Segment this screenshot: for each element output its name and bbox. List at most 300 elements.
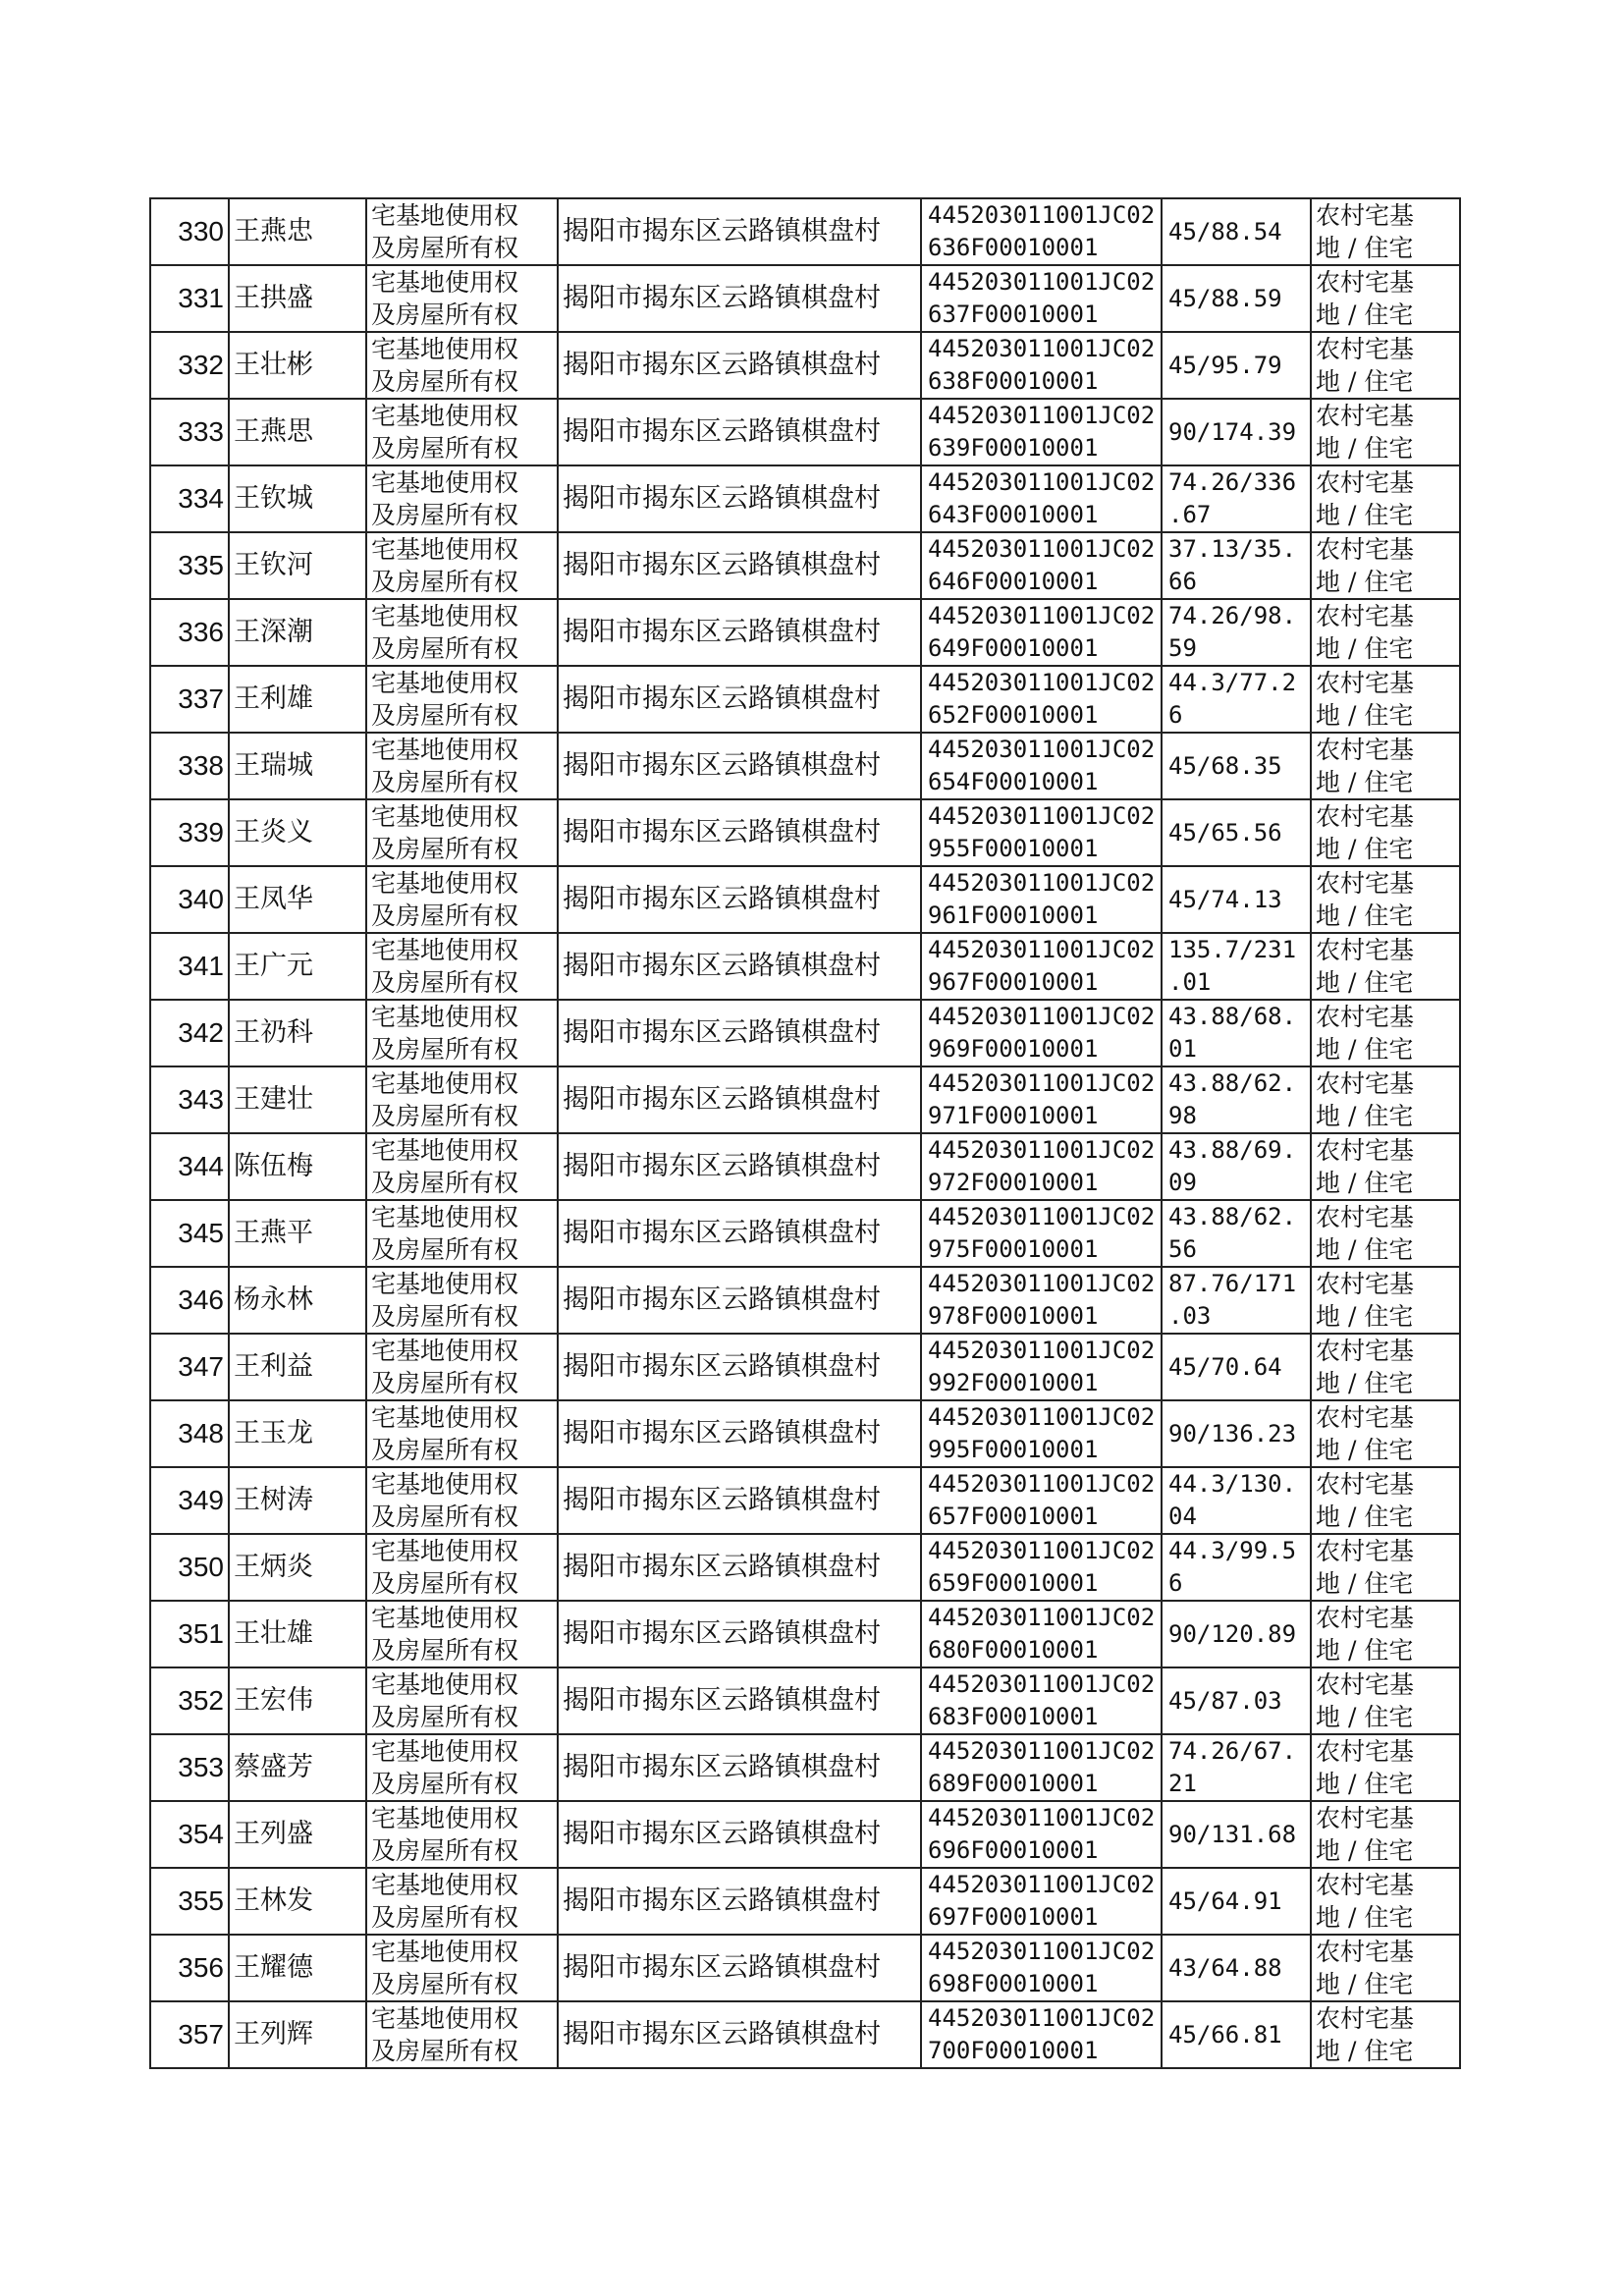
cell-unit-code-line: 654F00010001 <box>928 768 1099 795</box>
cell-unit-code <box>921 866 1162 933</box>
cell-owner-name <box>229 1935 366 2001</box>
cell-serial-number <box>150 1334 229 1400</box>
cell-usage-line: 地 / 住宅 <box>1316 1102 1414 1130</box>
cell-right-type <box>366 799 558 866</box>
cell-right-type-line: 宅基地使用权 <box>371 1403 519 1432</box>
cell-usage <box>1311 399 1460 465</box>
cell-area <box>1162 1467 1311 1534</box>
cell-unit-code <box>921 1133 1162 1200</box>
cell-area-line: 43.88/69. <box>1168 1136 1297 1164</box>
cell-right-type-line: 宅基地使用权 <box>371 1270 519 1298</box>
cell-area <box>1162 1267 1311 1334</box>
table-row <box>150 332 1460 399</box>
cell-usage <box>1311 1734 1460 1801</box>
cell-location <box>558 399 921 465</box>
cell-unit-code <box>921 1467 1162 1534</box>
cell-location <box>558 198 921 265</box>
cell-right-type-line: 宅基地使用权 <box>371 736 519 764</box>
cell-unit-code <box>921 599 1162 666</box>
cell-owner-name <box>229 1133 366 1200</box>
cell-unit-code-line: 657F00010001 <box>928 1503 1099 1530</box>
cell-location <box>558 265 921 332</box>
cell-unit-code-line: 445203011001JC02 <box>928 1069 1156 1097</box>
cell-right-type <box>366 1400 558 1467</box>
cell-owner-name <box>229 1267 366 1334</box>
cell-location <box>558 1801 921 1868</box>
table-row <box>150 1200 1460 1267</box>
cell-usage-line: 农村宅基 <box>1316 1337 1415 1365</box>
cell-unit-code-line: 972F00010001 <box>928 1169 1099 1196</box>
cell-unit-code-line: 445203011001JC02 <box>928 1003 1156 1030</box>
cell-right-type-line: 宅基地使用权 <box>371 602 519 630</box>
cell-right-type <box>366 532 558 599</box>
cell-unit-code-line: 445203011001JC02 <box>928 402 1156 429</box>
cell-location-text: 揭阳市揭东区云路镇棋盘村 <box>563 1151 881 1181</box>
cell-location <box>558 866 921 933</box>
cell-unit-code-line: 961F00010001 <box>928 902 1099 929</box>
cell-serial-number <box>150 1534 229 1601</box>
cell-location <box>558 332 921 399</box>
cell-usage <box>1311 1066 1460 1133</box>
cell-right-type <box>366 1066 558 1133</box>
cell-area <box>1162 1935 1311 2001</box>
cell-serial-number <box>150 332 229 399</box>
cell-right-type <box>366 1133 558 1200</box>
cell-right-type <box>366 265 558 332</box>
cell-unit-code-line: 445203011001JC02 <box>928 802 1156 830</box>
cell-usage-line: 农村宅基 <box>1316 1670 1415 1699</box>
cell-right-type-line: 宅基地使用权 <box>371 335 519 363</box>
cell-location-text: 揭阳市揭东区云路镇棋盘村 <box>563 1819 881 1849</box>
cell-usage-line: 农村宅基 <box>1316 1804 1415 1832</box>
cell-unit-code-line: 652F00010001 <box>928 701 1099 729</box>
cell-location <box>558 532 921 599</box>
cell-right-type <box>366 465 558 532</box>
cell-serial-number <box>150 733 229 799</box>
cell-location <box>558 1601 921 1667</box>
cell-area <box>1162 799 1311 866</box>
cell-usage-line: 地 / 住宅 <box>1316 1636 1414 1665</box>
cell-serial-number-text: 332 <box>178 350 224 380</box>
cell-serial-number-text: 353 <box>178 1752 224 1782</box>
cell-area-line: 6 <box>1168 701 1183 729</box>
cell-usage <box>1311 1534 1460 1601</box>
cell-unit-code <box>921 1601 1162 1667</box>
cell-usage-line: 地 / 住宅 <box>1316 835 1414 863</box>
cell-usage-line: 农村宅基 <box>1316 335 1415 363</box>
cell-unit-code <box>921 198 1162 265</box>
cell-right-type <box>366 332 558 399</box>
cell-area <box>1162 666 1311 733</box>
cell-location-text: 揭阳市揭东区云路镇棋盘村 <box>563 884 881 914</box>
table-row <box>150 1734 1460 1801</box>
cell-location-text: 揭阳市揭东区云路镇棋盘村 <box>563 1952 881 1983</box>
cell-area-line: 43/64.88 <box>1168 1953 1282 1982</box>
cell-area <box>1162 733 1311 799</box>
cell-owner-name <box>229 465 366 532</box>
cell-usage-line: 地 / 住宅 <box>1316 1903 1414 1932</box>
cell-right-type <box>366 1734 558 1801</box>
cell-owner-name-text: 王炎义 <box>234 817 313 847</box>
cell-unit-code <box>921 332 1162 399</box>
cell-usage <box>1311 198 1460 265</box>
cell-right-type-line: 及房屋所有权 <box>371 367 519 396</box>
cell-owner-name <box>229 799 366 866</box>
cell-unit-code-line: 445203011001JC02 <box>928 201 1156 229</box>
cell-unit-code-line: 445203011001JC02 <box>928 1403 1156 1431</box>
cell-location-text: 揭阳市揭东区云路镇棋盘村 <box>563 683 881 714</box>
cell-right-type <box>366 733 558 799</box>
cell-area-line: 98 <box>1168 1102 1197 1129</box>
cell-usage <box>1311 1935 1460 2001</box>
cell-serial-number-text: 351 <box>178 1618 224 1649</box>
cell-right-type <box>366 1667 558 1734</box>
cell-area <box>1162 265 1311 332</box>
cell-right-type <box>366 1935 558 2001</box>
cell-right-type-line: 及房屋所有权 <box>371 968 519 997</box>
cell-usage-line: 地 / 住宅 <box>1316 1436 1414 1464</box>
cell-unit-code-line: 445203011001JC02 <box>928 1337 1156 1364</box>
cell-right-type <box>366 1801 558 1868</box>
cell-location-text: 揭阳市揭东区云路镇棋盘村 <box>563 1017 881 1048</box>
cell-area-line: 21 <box>1168 1770 1197 1797</box>
cell-location-text: 揭阳市揭东区云路镇棋盘村 <box>563 1618 881 1649</box>
cell-usage-line: 农村宅基 <box>1316 201 1415 230</box>
cell-owner-name-text: 王利益 <box>234 1351 313 1382</box>
table-row <box>150 799 1460 866</box>
table-row <box>150 465 1460 532</box>
table-body <box>150 198 1460 2068</box>
cell-location-text: 揭阳市揭东区云路镇棋盘村 <box>563 1685 881 1716</box>
cell-area-line: 6 <box>1168 1569 1183 1597</box>
cell-owner-name-text: 王钦城 <box>234 483 313 514</box>
cell-serial-number <box>150 198 229 265</box>
cell-area <box>1162 399 1311 465</box>
cell-location <box>558 1133 921 1200</box>
cell-area-line: 37.13/35. <box>1168 535 1297 563</box>
cell-usage-line: 农村宅基 <box>1316 1003 1415 1031</box>
table-row <box>150 599 1460 666</box>
cell-usage-line: 地 / 住宅 <box>1316 1836 1414 1865</box>
cell-location-text: 揭阳市揭东区云路镇棋盘村 <box>563 1284 881 1315</box>
cell-serial-number-text: 336 <box>178 617 224 647</box>
cell-owner-name-text: 王列辉 <box>234 2019 313 2049</box>
cell-owner-name <box>229 733 366 799</box>
cell-serial-number-text: 356 <box>178 1952 224 1983</box>
cell-serial-number <box>150 1667 229 1734</box>
table-row <box>150 1000 1460 1066</box>
cell-unit-code <box>921 1400 1162 1467</box>
cell-right-type-line: 及房屋所有权 <box>371 501 519 529</box>
cell-location-text: 揭阳市揭东区云路镇棋盘村 <box>563 951 881 981</box>
cell-area <box>1162 1133 1311 1200</box>
cell-serial-number-text: 330 <box>178 216 224 246</box>
table-row <box>150 1133 1460 1200</box>
cell-unit-code-line: 649F00010001 <box>928 634 1099 662</box>
cell-area-line: 01 <box>1168 1035 1197 1063</box>
cell-area <box>1162 1868 1311 1935</box>
cell-area-line: 66 <box>1168 568 1197 595</box>
cell-right-type-line: 宅基地使用权 <box>371 1069 519 1098</box>
cell-area-line: 45/88.59 <box>1168 284 1282 312</box>
cell-right-type-line: 宅基地使用权 <box>371 268 519 297</box>
cell-area-line: 44.3/77.2 <box>1168 669 1297 696</box>
cell-location <box>558 2001 921 2068</box>
cell-area <box>1162 1667 1311 1734</box>
cell-location-text: 揭阳市揭东区云路镇棋盘村 <box>563 617 881 647</box>
cell-usage-line: 农村宅基 <box>1316 468 1415 497</box>
cell-right-type <box>366 1868 558 1935</box>
cell-right-type-line: 宅基地使用权 <box>371 2004 519 2033</box>
cell-area <box>1162 2001 1311 2068</box>
cell-right-type-line: 及房屋所有权 <box>371 835 519 863</box>
cell-location <box>558 799 921 866</box>
cell-unit-code <box>921 1868 1162 1935</box>
cell-right-type-line: 及房屋所有权 <box>371 1503 519 1531</box>
cell-owner-name-text: 王树涛 <box>234 1485 313 1515</box>
cell-usage <box>1311 2001 1460 2068</box>
cell-unit-code-line: 445203011001JC02 <box>928 1270 1156 1297</box>
cell-unit-code-line: 445203011001JC02 <box>928 1537 1156 1564</box>
cell-location-text: 揭阳市揭东区云路镇棋盘村 <box>563 350 881 380</box>
cell-owner-name-text: 王广元 <box>234 951 313 981</box>
table-row <box>150 532 1460 599</box>
cell-location-text: 揭阳市揭东区云路镇棋盘村 <box>563 416 881 447</box>
cell-usage-line: 农村宅基 <box>1316 802 1415 831</box>
cell-location <box>558 1267 921 1334</box>
cell-serial-number-text: 331 <box>178 283 224 313</box>
cell-right-type <box>366 666 558 733</box>
cell-location-text: 揭阳市揭东区云路镇棋盘村 <box>563 1752 881 1782</box>
cell-serial-number-text: 337 <box>178 683 224 714</box>
cell-owner-name-text: 王钦河 <box>234 550 313 580</box>
cell-location-text: 揭阳市揭东区云路镇棋盘村 <box>563 216 881 246</box>
cell-unit-code-line: 978F00010001 <box>928 1302 1099 1330</box>
cell-area <box>1162 1400 1311 1467</box>
cell-owner-name <box>229 1734 366 1801</box>
cell-unit-code-line: 445203011001JC02 <box>928 736 1156 763</box>
cell-owner-name-text: 蔡盛芳 <box>234 1752 313 1782</box>
cell-area <box>1162 1066 1311 1133</box>
cell-unit-code-line: 445203011001JC02 <box>928 535 1156 563</box>
cell-location <box>558 1667 921 1734</box>
cell-usage-line: 地 / 住宅 <box>1316 1035 1414 1064</box>
cell-unit-code-line: 445203011001JC02 <box>928 1136 1156 1164</box>
table-row <box>150 1801 1460 1868</box>
cell-serial-number <box>150 799 229 866</box>
cell-location <box>558 1868 921 1935</box>
cell-right-type-line: 及房屋所有权 <box>371 768 519 796</box>
cell-area <box>1162 198 1311 265</box>
cell-serial-number-text: 339 <box>178 817 224 847</box>
cell-usage-line: 农村宅基 <box>1316 1203 1415 1231</box>
cell-unit-code <box>921 799 1162 866</box>
table-row <box>150 1601 1460 1667</box>
cell-serial-number-text: 341 <box>178 951 224 981</box>
cell-unit-code-line: 445203011001JC02 <box>928 1470 1156 1498</box>
cell-right-type-line: 及房屋所有权 <box>371 1102 519 1130</box>
cell-right-type-line: 及房屋所有权 <box>371 234 519 262</box>
cell-location-text: 揭阳市揭东区云路镇棋盘村 <box>563 1218 881 1248</box>
cell-location-text: 揭阳市揭东区云路镇棋盘村 <box>563 1351 881 1382</box>
cell-serial-number <box>150 1601 229 1667</box>
cell-area-line: .03 <box>1168 1302 1212 1330</box>
cell-area-line: 45/66.81 <box>1168 2020 1282 2049</box>
cell-usage <box>1311 1200 1460 1267</box>
cell-unit-code <box>921 733 1162 799</box>
cell-usage-line: 农村宅基 <box>1316 1403 1415 1432</box>
cell-location <box>558 1935 921 2001</box>
cell-owner-name <box>229 399 366 465</box>
cell-owner-name <box>229 1400 366 1467</box>
cell-owner-name-text: 王礽科 <box>234 1017 313 1048</box>
cell-area <box>1162 465 1311 532</box>
cell-owner-name <box>229 666 366 733</box>
cell-serial-number-text: 350 <box>178 1552 224 1582</box>
cell-usage <box>1311 1000 1460 1066</box>
cell-area-line: 45/74.13 <box>1168 885 1282 913</box>
cell-serial-number <box>150 1066 229 1133</box>
cell-owner-name-text: 王燕平 <box>234 1218 313 1248</box>
cell-area-line: 90/131.68 <box>1168 1820 1297 1848</box>
cell-area-line: 43.88/68. <box>1168 1003 1297 1030</box>
cell-right-type-line: 及房屋所有权 <box>371 1903 519 1932</box>
cell-area-line: 59 <box>1168 634 1197 662</box>
cell-usage-line: 地 / 住宅 <box>1316 434 1414 463</box>
cell-right-type <box>366 198 558 265</box>
cell-unit-code-line: 445203011001JC02 <box>928 602 1156 629</box>
cell-owner-name <box>229 1000 366 1066</box>
cell-location <box>558 1534 921 1601</box>
table-row <box>150 1400 1460 1467</box>
cell-area-line: 74.26/336 <box>1168 468 1297 496</box>
cell-unit-code <box>921 399 1162 465</box>
cell-serial-number-text: 333 <box>178 416 224 447</box>
cell-owner-name <box>229 2001 366 2068</box>
cell-area-line: 87.76/171 <box>1168 1270 1297 1297</box>
cell-area-line: 45/70.64 <box>1168 1352 1282 1381</box>
cell-right-type <box>366 1467 558 1534</box>
cell-unit-code <box>921 1334 1162 1400</box>
cell-unit-code <box>921 933 1162 1000</box>
cell-right-type-line: 宅基地使用权 <box>371 1537 519 1565</box>
cell-area-line: 45/65.56 <box>1168 818 1282 847</box>
cell-usage-line: 农村宅基 <box>1316 268 1415 297</box>
cell-unit-code-line: 698F00010001 <box>928 1970 1099 1997</box>
cell-serial-number-text: 352 <box>178 1685 224 1716</box>
cell-usage-line: 农村宅基 <box>1316 736 1415 764</box>
cell-unit-code-line: 636F00010001 <box>928 234 1099 261</box>
cell-area-line: 74.26/67. <box>1168 1737 1297 1765</box>
cell-usage-line: 地 / 住宅 <box>1316 701 1414 730</box>
cell-owner-name-text: 王拱盛 <box>234 283 313 313</box>
cell-owner-name-text: 王列盛 <box>234 1819 313 1849</box>
cell-area <box>1162 599 1311 666</box>
cell-usage-line: 地 / 住宅 <box>1316 1703 1414 1731</box>
cell-usage-line: 地 / 住宅 <box>1316 968 1414 997</box>
table-row <box>150 1066 1460 1133</box>
cell-owner-name-text: 杨永林 <box>234 1284 313 1315</box>
cell-usage-line: 地 / 住宅 <box>1316 768 1414 796</box>
cell-right-type <box>366 866 558 933</box>
cell-right-type <box>366 2001 558 2068</box>
cell-right-type-line: 宅基地使用权 <box>371 1003 519 1031</box>
cell-serial-number-text: 357 <box>178 2019 224 2049</box>
cell-unit-code <box>921 465 1162 532</box>
cell-right-type-line: 宅基地使用权 <box>371 936 519 964</box>
cell-owner-name-text: 王壮彬 <box>234 350 313 380</box>
cell-area-line: 74.26/98. <box>1168 602 1297 629</box>
cell-serial-number <box>150 1000 229 1066</box>
cell-owner-name <box>229 1467 366 1534</box>
cell-right-type <box>366 1267 558 1334</box>
cell-location <box>558 1334 921 1400</box>
cell-unit-code-line: 445203011001JC02 <box>928 869 1156 897</box>
cell-usage-line: 地 / 住宅 <box>1316 301 1414 329</box>
cell-right-type <box>366 599 558 666</box>
cell-right-type-line: 宅基地使用权 <box>371 1136 519 1165</box>
cell-unit-code <box>921 532 1162 599</box>
cell-usage-line: 农村宅基 <box>1316 1871 1415 1899</box>
cell-serial-number-text: 355 <box>178 1885 224 1916</box>
cell-owner-name <box>229 1667 366 1734</box>
cell-usage-line: 地 / 住宅 <box>1316 501 1414 529</box>
cell-serial-number-text: 343 <box>178 1084 224 1115</box>
cell-location <box>558 1400 921 1467</box>
cell-serial-number <box>150 399 229 465</box>
cell-area <box>1162 1334 1311 1400</box>
cell-area-line: 90/136.23 <box>1168 1419 1297 1448</box>
cell-unit-code-line: 696F00010001 <box>928 1836 1099 1864</box>
cell-unit-code <box>921 1667 1162 1734</box>
cell-area <box>1162 866 1311 933</box>
cell-unit-code-line: 445203011001JC02 <box>928 468 1156 496</box>
cell-area-line: 45/87.03 <box>1168 1686 1282 1715</box>
cell-serial-number <box>150 1734 229 1801</box>
cell-area-line: 45/88.54 <box>1168 217 1282 246</box>
cell-unit-code-line: 445203011001JC02 <box>928 268 1156 296</box>
cell-unit-code <box>921 1267 1162 1334</box>
cell-serial-number-text: 348 <box>178 1418 224 1448</box>
cell-unit-code-line: 445203011001JC02 <box>928 1604 1156 1631</box>
cell-serial-number-text: 338 <box>178 750 224 781</box>
cell-area-line: 56 <box>1168 1235 1197 1263</box>
cell-owner-name-text: 陈伍梅 <box>234 1151 313 1181</box>
cell-unit-code <box>921 1000 1162 1066</box>
cell-area-line: 90/174.39 <box>1168 417 1297 446</box>
cell-usage-line: 农村宅基 <box>1316 535 1415 564</box>
cell-owner-name-text: 王宏伟 <box>234 1685 313 1716</box>
cell-usage <box>1311 666 1460 733</box>
cell-unit-code-line: 643F00010001 <box>928 501 1099 528</box>
cell-area-line: .67 <box>1168 501 1212 528</box>
cell-usage-line: 地 / 住宅 <box>1316 1569 1414 1598</box>
cell-right-type-line: 及房屋所有权 <box>371 1369 519 1397</box>
cell-unit-code-line: 646F00010001 <box>928 568 1099 595</box>
cell-owner-name-text: 王壮雄 <box>234 1618 313 1649</box>
cell-location-text: 揭阳市揭东区云路镇棋盘村 <box>563 2019 881 2049</box>
cell-area <box>1162 933 1311 1000</box>
cell-unit-code-line: 445203011001JC02 <box>928 669 1156 696</box>
table-row <box>150 1267 1460 1334</box>
cell-serial-number-text: 340 <box>178 884 224 914</box>
cell-area-line: .01 <box>1168 968 1212 996</box>
cell-usage <box>1311 265 1460 332</box>
cell-usage-line: 地 / 住宅 <box>1316 568 1414 596</box>
cell-area <box>1162 1601 1311 1667</box>
cell-right-type-line: 宅基地使用权 <box>371 1804 519 1832</box>
cell-usage <box>1311 1801 1460 1868</box>
